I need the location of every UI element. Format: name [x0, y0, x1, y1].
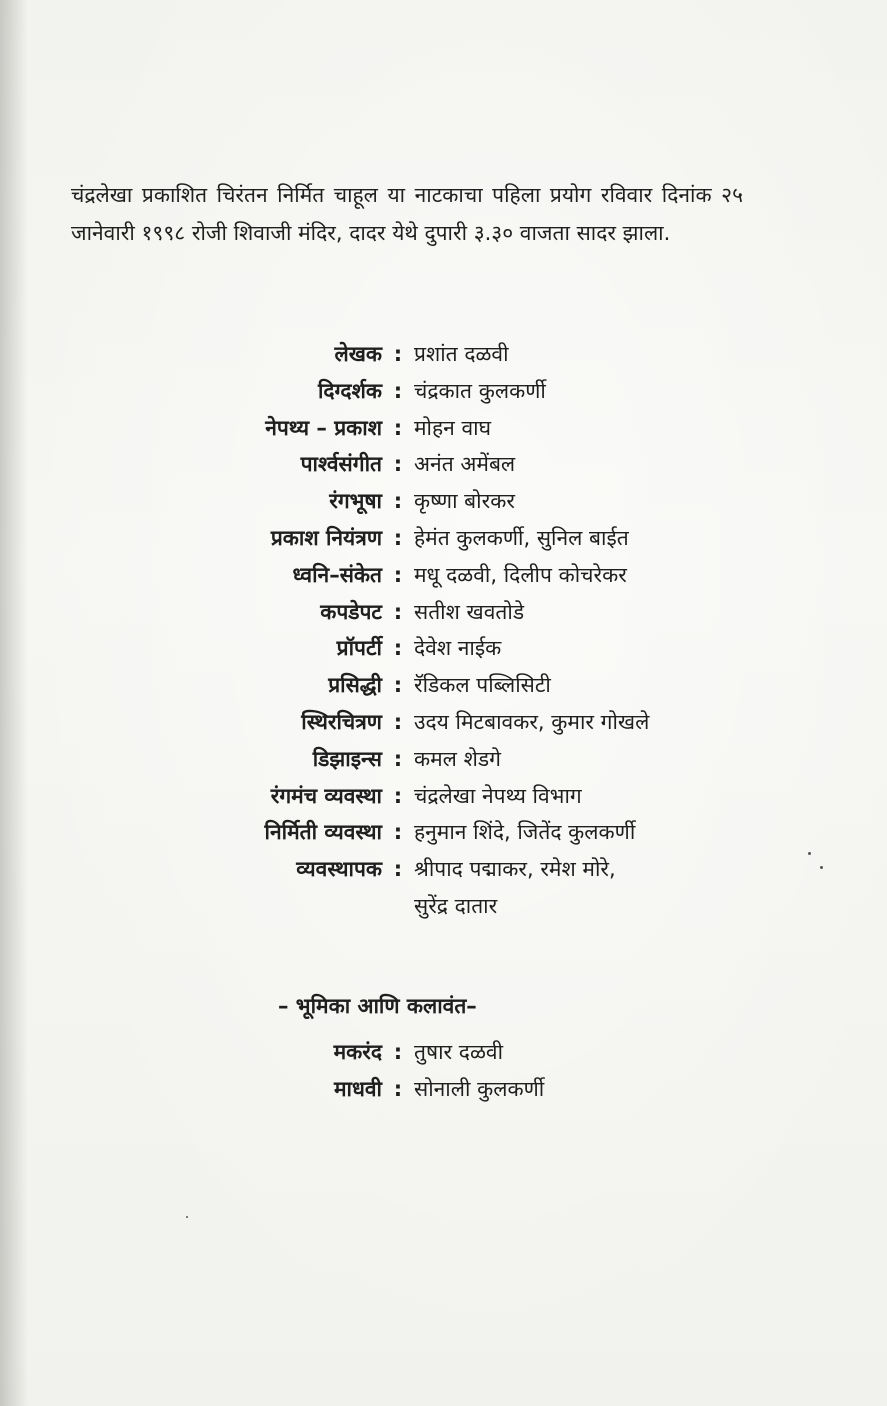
cast-actor: सोनाली कुलकर्णी	[414, 1076, 545, 1101]
cast-list	[100, 1034, 800, 1108]
credit-separator: :	[393, 489, 403, 514]
credit-row	[100, 667, 800, 704]
credit-name: मधू दळवी, दिलीप कोचरेकर	[414, 562, 627, 587]
credit-role: रंगभूषा	[329, 489, 382, 514]
paper-speck	[808, 852, 811, 855]
credit-row	[100, 814, 800, 851]
intro-paragraph: चंद्रलेखा प्रकाशित चिरंतन निर्मित चाहूल या नाटकाचा पहिला प्रयोग रविवार दिनांक २५ जानेवारी १९९८ रोजी शिवाजी मंदिर, दादर येथे दुपारी ३.३० वाजता सादर झाला.	[71, 183, 743, 245]
credit-separator: :	[393, 525, 403, 550]
credit-name: सतीश खवतोडे	[414, 599, 525, 624]
credit-name: उदय मिटबावकर, कुमार गोखले	[414, 709, 650, 734]
cast-separator: :	[393, 1040, 403, 1064]
credit-row	[100, 630, 800, 667]
credit-role: प्रॉपर्टी	[336, 636, 382, 661]
credit-role: नेपथ्य – प्रकाश	[265, 415, 382, 440]
credit-name: प्रशांत दळवी	[414, 342, 509, 366]
credit-separator: :	[393, 783, 403, 808]
cast-row	[100, 1071, 800, 1108]
credit-separator: :	[393, 746, 403, 771]
credit-row	[100, 741, 800, 778]
page-edge-shadow	[0, 0, 28, 1406]
credit-row	[100, 483, 800, 520]
credit-role: दिग्दर्शक	[317, 378, 382, 403]
credit-separator: :	[393, 452, 403, 477]
credit-role: कपडेपट	[320, 599, 382, 624]
credit-row	[100, 704, 800, 741]
credit-role: पार्श्वसंगीत	[300, 452, 382, 477]
credit-separator: :	[393, 562, 403, 587]
credit-role: प्रकाश नियंत्रण	[270, 525, 382, 550]
credit-name: चंद्रलेखा नेपथ्य विभाग	[414, 783, 582, 808]
credit-name: देवेश नाईक	[414, 636, 502, 661]
cast-row	[100, 1034, 800, 1071]
credit-name: कृष्णा बोरकर	[414, 489, 515, 514]
cast-role: माधवी	[333, 1076, 382, 1101]
credit-role: लेखक	[334, 342, 382, 366]
credit-row	[100, 594, 800, 631]
credit-separator: :	[393, 342, 403, 366]
credit-row	[100, 557, 800, 594]
credit-name: अनंत अमेंबल	[414, 452, 516, 477]
credit-row	[100, 336, 800, 373]
credit-separator: :	[393, 599, 403, 624]
credit-separator: :	[393, 857, 403, 882]
cast-actor: तुषार दळवी	[414, 1040, 504, 1064]
credits-list	[100, 336, 800, 925]
credit-separator: :	[393, 820, 403, 845]
cast-heading: – भूमिका आणि कलावंत–	[278, 994, 477, 1018]
credit-name-continuation: सुरेंद्र दातार	[414, 893, 498, 918]
credit-row	[100, 520, 800, 557]
credit-separator: :	[393, 673, 403, 698]
paper-speck	[820, 866, 823, 869]
cast-separator: :	[393, 1076, 403, 1101]
credit-role: ध्वनि–संकेत	[292, 562, 382, 587]
credit-name: श्रीपाद पद्माकर, रमेश मोरे,	[414, 857, 616, 882]
credit-role: व्यवस्थापक	[296, 857, 382, 882]
credit-separator: :	[393, 415, 403, 440]
credit-row	[100, 851, 800, 888]
credit-name: कमल शेडगे	[414, 746, 501, 771]
paper-speck	[186, 1216, 188, 1218]
credit-name: हेमंत कुलकर्णी, सुनिल बाईत	[414, 525, 629, 550]
credit-row	[100, 410, 800, 447]
credit-name: चंद्रकात कुलकर्णी	[414, 378, 546, 403]
credit-role: रंगमंच व्यवस्था	[270, 783, 382, 808]
credit-role: स्थिरचित्रण	[301, 709, 382, 734]
credit-role: निर्मिती व्यवस्था	[264, 820, 382, 845]
credit-name: मोहन वाघ	[414, 415, 492, 440]
credit-row	[100, 778, 800, 815]
credit-separator: :	[393, 378, 403, 403]
credit-name: रॅडिकल पब्लिसिटी	[414, 673, 551, 698]
credit-name: हनुमान शिंदे, जितेंद कुलकर्णी	[414, 820, 636, 845]
credit-role: प्रसिद्धी	[328, 673, 382, 698]
credit-role: डिझाइन्स	[312, 746, 382, 771]
credit-separator: :	[393, 636, 403, 661]
credit-row	[100, 373, 800, 410]
credit-separator: :	[393, 709, 403, 734]
cast-role: मकरंद	[333, 1040, 382, 1064]
credit-row	[100, 446, 800, 483]
